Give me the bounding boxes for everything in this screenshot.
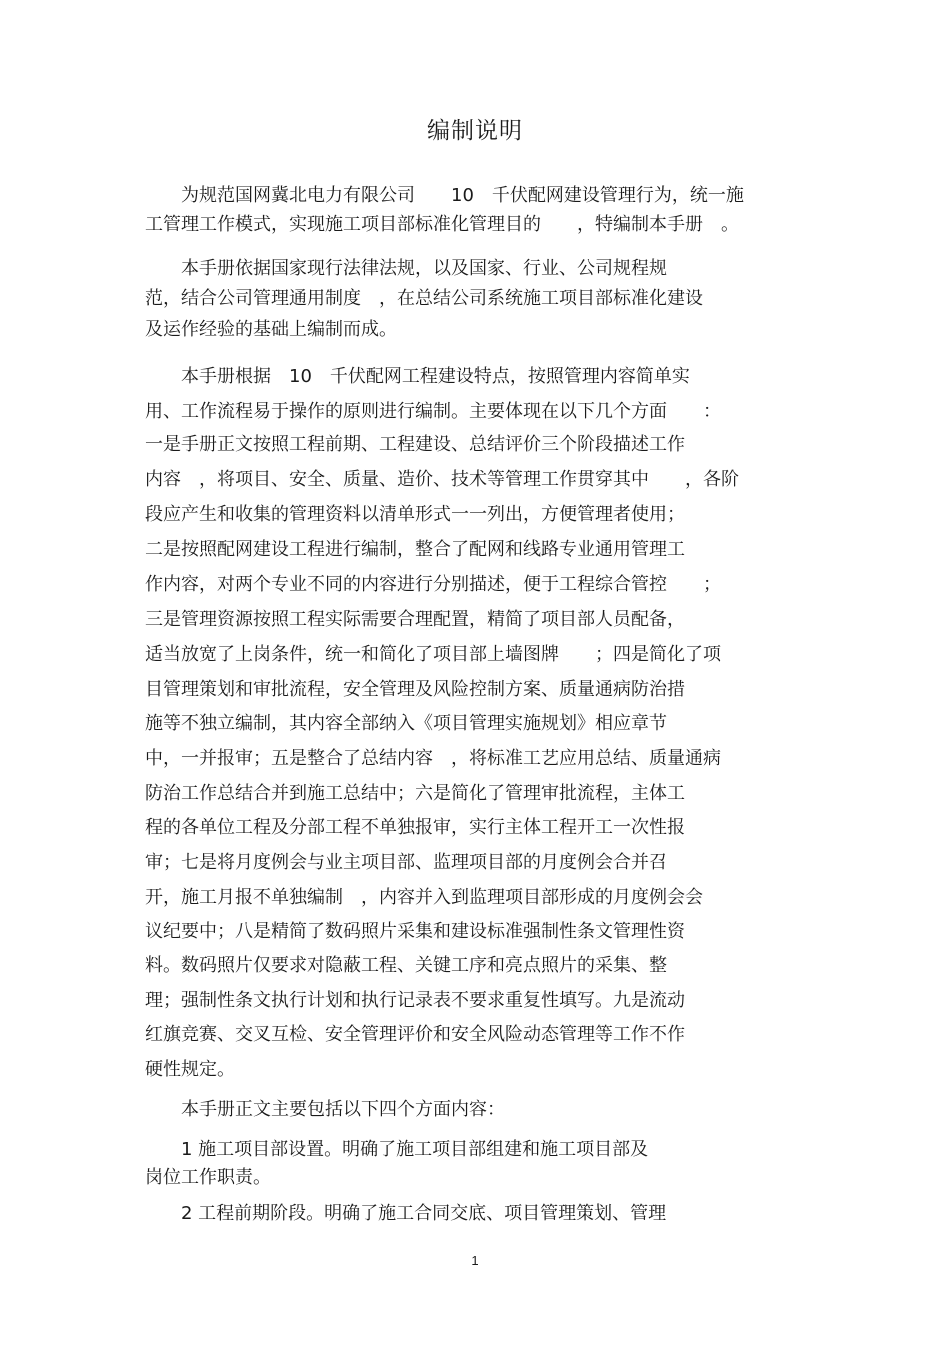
text-line: 适当放宽了上岗条件，统一和简化了项目部上墙图牌 ；四是简化了项: [145, 644, 721, 665]
text-line: 审；七是将月度例会与业主项目部、监理项目部的月度例会合并召: [145, 852, 667, 873]
text-line: 内容 ，将项目、安全、质量、造价、技术等管理工作贯穿其中 ，各阶: [145, 469, 739, 490]
text-line: 1 施工项目部设置。明确了施工项目部组建和施工项目部及: [145, 1139, 649, 1160]
text-line: 理；强制性条文执行计划和执行记录表不要求重复性填写。九是流动: [145, 990, 685, 1011]
text-line: 硬性规定。: [145, 1059, 235, 1080]
text-line: 红旗竞赛、交叉互检、安全管理评价和安全风险动态管理等工作不作: [145, 1024, 685, 1045]
text-line: 范，结合公司管理通用制度 ，在总结公司系统施工项目部标准化建设: [145, 288, 703, 309]
text-line: 为规范国网冀北电力有限公司 10 千伏配网建设管理行为，统一施: [145, 185, 744, 206]
text-line: 三是管理资源按照工程实际需要合理配置，精简了项目部人员配备，: [145, 609, 685, 630]
text-line: 施等不独立编制，其内容全部纳入《项目管理实施规划》相应章节: [145, 713, 667, 734]
text-line: 一是手册正文按照工程前期、工程建设、总结评价三个阶段描述工作: [145, 434, 685, 455]
text-line: 作内容，对两个专业不同的内容进行分别描述，便于工程综合管控 ；: [145, 574, 721, 595]
text-line: 及运作经验的基础上编制而成。: [145, 319, 397, 340]
text-line: 本手册根据 10 千伏配网工程建设特点，按照管理内容简单实: [145, 366, 690, 387]
text-line: 工管理工作模式，实现施工项目部标准化管理目的 ，特编制本手册 。: [145, 214, 739, 235]
text-line: 中，一并报审；五是整合了总结内容 ，将标准工艺应用总结、质量通病: [145, 748, 721, 769]
text-line: 用、工作流程易于操作的原则进行编制。主要体现在以下几个方面 ：: [145, 401, 721, 422]
page-number: 1: [471, 1253, 479, 1268]
text-line: 程的各单位工程及分部工程不单独报审，实行主体工程开工一次性报: [145, 817, 685, 838]
text-line: 本手册依据国家现行法律法规，以及国家、行业、公司规程规: [145, 258, 667, 279]
text-line: 二是按照配网建设工程进行编制，整合了配网和线路专业通用管理工: [145, 539, 685, 560]
text-line: 防治工作总结合并到施工总结中；六是简化了管理审批流程，主体工: [145, 783, 685, 804]
text-line: 开，施工月报不单独编制 ，内容并入到监理项目部形成的月度例会会: [145, 887, 703, 908]
text-line: 料。数码照片仅要求对隐蔽工程、关键工序和亮点照片的采集、整: [145, 955, 667, 976]
document-title: 编制说明: [427, 118, 523, 144]
text-line: 议纪要中；八是精简了数码照片采集和建设标准强制性条文管理性资: [145, 921, 685, 942]
text-line: 本手册正文主要包括以下四个方面内容：: [145, 1099, 505, 1120]
text-line: 目管理策划和审批流程，安全管理及风险控制方案、质量通病防治措: [145, 679, 685, 700]
text-line: 岗位工作职责。: [145, 1167, 271, 1188]
text-line: 段应产生和收集的管理资料以清单形式一一列出，方便管理者使用；: [145, 504, 685, 525]
text-line: 2 工程前期阶段。明确了施工合同交底、项目管理策划、管理: [145, 1203, 667, 1224]
